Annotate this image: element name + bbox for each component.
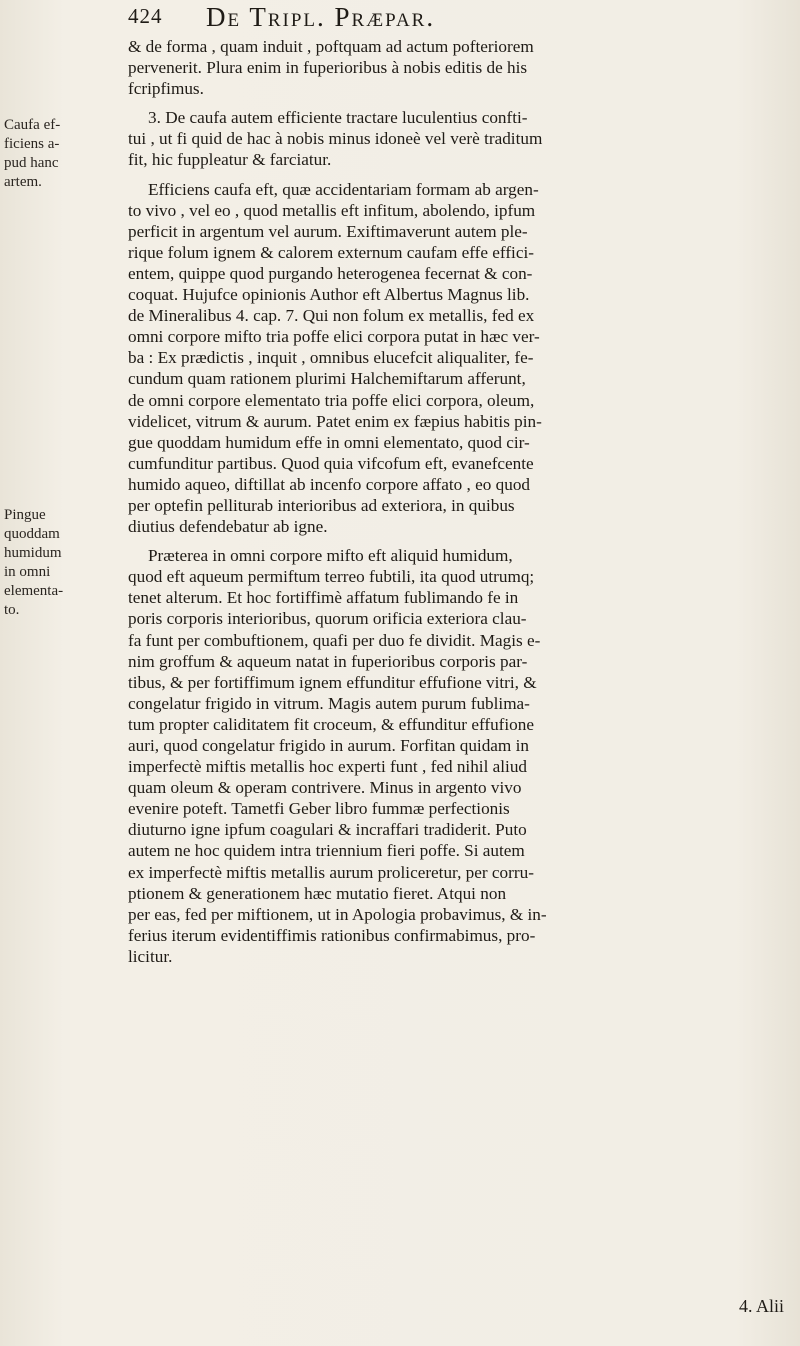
margin-note-line: Pingue [4,507,46,523]
text-line: tum propter caliditatem fit croceum, & effunditur effufione [128,714,534,734]
text-line: ba : Ex prædictis , inquit , omnibus elucefcit aliqualiter, fe- [128,348,534,368]
text-line: to vivo , vel eo , quod metallis eft infitum, abolendo, ipfum [128,200,536,220]
text-line: tibus, & per fortiffimum ignem effunditur effufione vitri, & [128,672,537,692]
text-line: diutius defendebatur ab igne. [128,517,328,537]
margin-note-pingue [4,506,122,620]
margin-note-line: humidum [4,545,62,561]
text-line: entem, quippe quod purgando heterogenea fecernat & con- [128,263,533,283]
text-line: omni corpore mifto tria poffe elici corpora putat in hæc ver- [128,327,540,347]
text-line: Præterea in omni corpore mifto eft aliquid humidum, [148,546,513,566]
margin-note-line: quoddam [4,526,60,542]
margin-note-line: Caufa ef- [4,117,61,133]
margin-note-line: in omni [4,564,51,580]
text-line: ptionem & generationem hæc mutatio fieret. Atqui non [128,883,507,903]
text-line: diuturno igne ipfum coagulari & incraffari tradiderit. Puto [128,820,527,840]
text-line: per optefin pelliturab interioribus ad exteriora, in quibus [128,495,515,515]
text-line: quod eft aqueum permiftum terreo fubtili, ita quod utrumq; [128,567,535,587]
paragraph [128,179,796,538]
text-line: evenire poteft. Tametfi Geber libro fummæ perfectionis [128,799,510,819]
text-line: humido aqueo, diftillat ab incenfo corpore affato , eo quod [128,474,531,494]
text-line: auri, quod congelatur frigido in aurum. Forfitan quidam in [128,736,529,755]
text-line: perficit in argentum vel aurum. Exiftimaverunt autem ple- [128,221,528,241]
text-line: & de forma , quam induit , poftquam ad actum pofteriorem [128,37,534,56]
running-title: De Tripl. Præpar. [206,2,436,32]
margin-note-line: artem. [4,174,42,190]
paragraph [128,36,796,99]
margin-note-line: ficiens a- [4,136,60,152]
text-line: gue quoddam humidum effe in omni elementato, quod cir- [128,432,530,452]
text-line: cundum quam rationem plurimi Halchemiftarum afferunt, [128,369,526,389]
text-line: poris corporis interioribus, quorum orificia exteriora clau- [128,609,527,629]
text-line: tui , ut fi quid de hac à nobis minus idoneè vel verè traditum [128,129,543,149]
page-header [128,4,768,38]
text-line: autem ne hoc quidem intra triennium fieri poffe. Si autem [128,841,525,861]
text-line: fcripfimus. [128,79,204,99]
text-line: pervenerit. Plura enim in fuperioribus à nobis editis de his [128,58,528,78]
text-line: congelatur frigido in vitrum. Magis autem purum fublima- [128,693,530,713]
margin-note-line: to. [4,602,20,618]
text-line: cumfunditur partibus. Quod quia vifcofum eft, evanefcente [128,453,534,473]
body-text [128,36,796,967]
text-line: fit, hic fuppleatur & farciatur. [128,150,332,170]
text-line: coquat. Hujufce opinionis Author eft Albertus Magnus lib. [128,285,530,305]
catchword: 4. Alii [738,1296,784,1316]
text-line: rique folum ignem & calorem externum caufam effe effici- [128,242,534,262]
text-line: licitur. [128,946,173,966]
text-line: de omni corpore elementato tria poffe elici corpora, oleum, [128,390,535,410]
text-line: videlicet, vitrum & aurum. Patet enim ex fæpius habitis pin- [128,411,542,431]
text-line: fa funt per combuftionem, quafi per duo fe dividit. Magis e- [128,630,541,650]
text-line: per eas, fed per miftionem, ut in Apologia probavimus, & in- [128,904,547,924]
text-line: ferius iterum evidentiffimis rationibus confirmabimus, pro- [128,925,536,945]
margin-note-line: pud hanc [4,155,59,171]
text-line: de Mineralibus 4. cap. 7. Qui non folum ex metallis, fed ex [128,306,535,326]
paragraph [128,545,796,967]
text-line: Efficiens caufa eft, quæ accidentariam formam ab argen- [148,179,539,199]
text-line: 3. De caufa autem efficiente tractare luculentius confti- [148,108,528,128]
text-line: quam oleum & operam contrivere. Minus in argento vivo [128,778,522,798]
text-line: imperfectè miftis metallis hoc experti funt , fed nihil aliud [128,757,528,777]
text-line: tenet alterum. Et hoc fortiffimè affatum fublimando fe in [128,588,519,608]
margin-note-line: elementa- [4,583,64,599]
text-line: nim groffum & aqueum natat in fuperioribus corporis par- [128,651,528,671]
page-number: 424 [128,4,163,28]
margin-note-causa-efficiens [4,116,122,192]
text-line: ex imperfectè miftis metallis aurum proliceretur, per corru- [128,862,534,882]
paragraph [128,107,796,170]
